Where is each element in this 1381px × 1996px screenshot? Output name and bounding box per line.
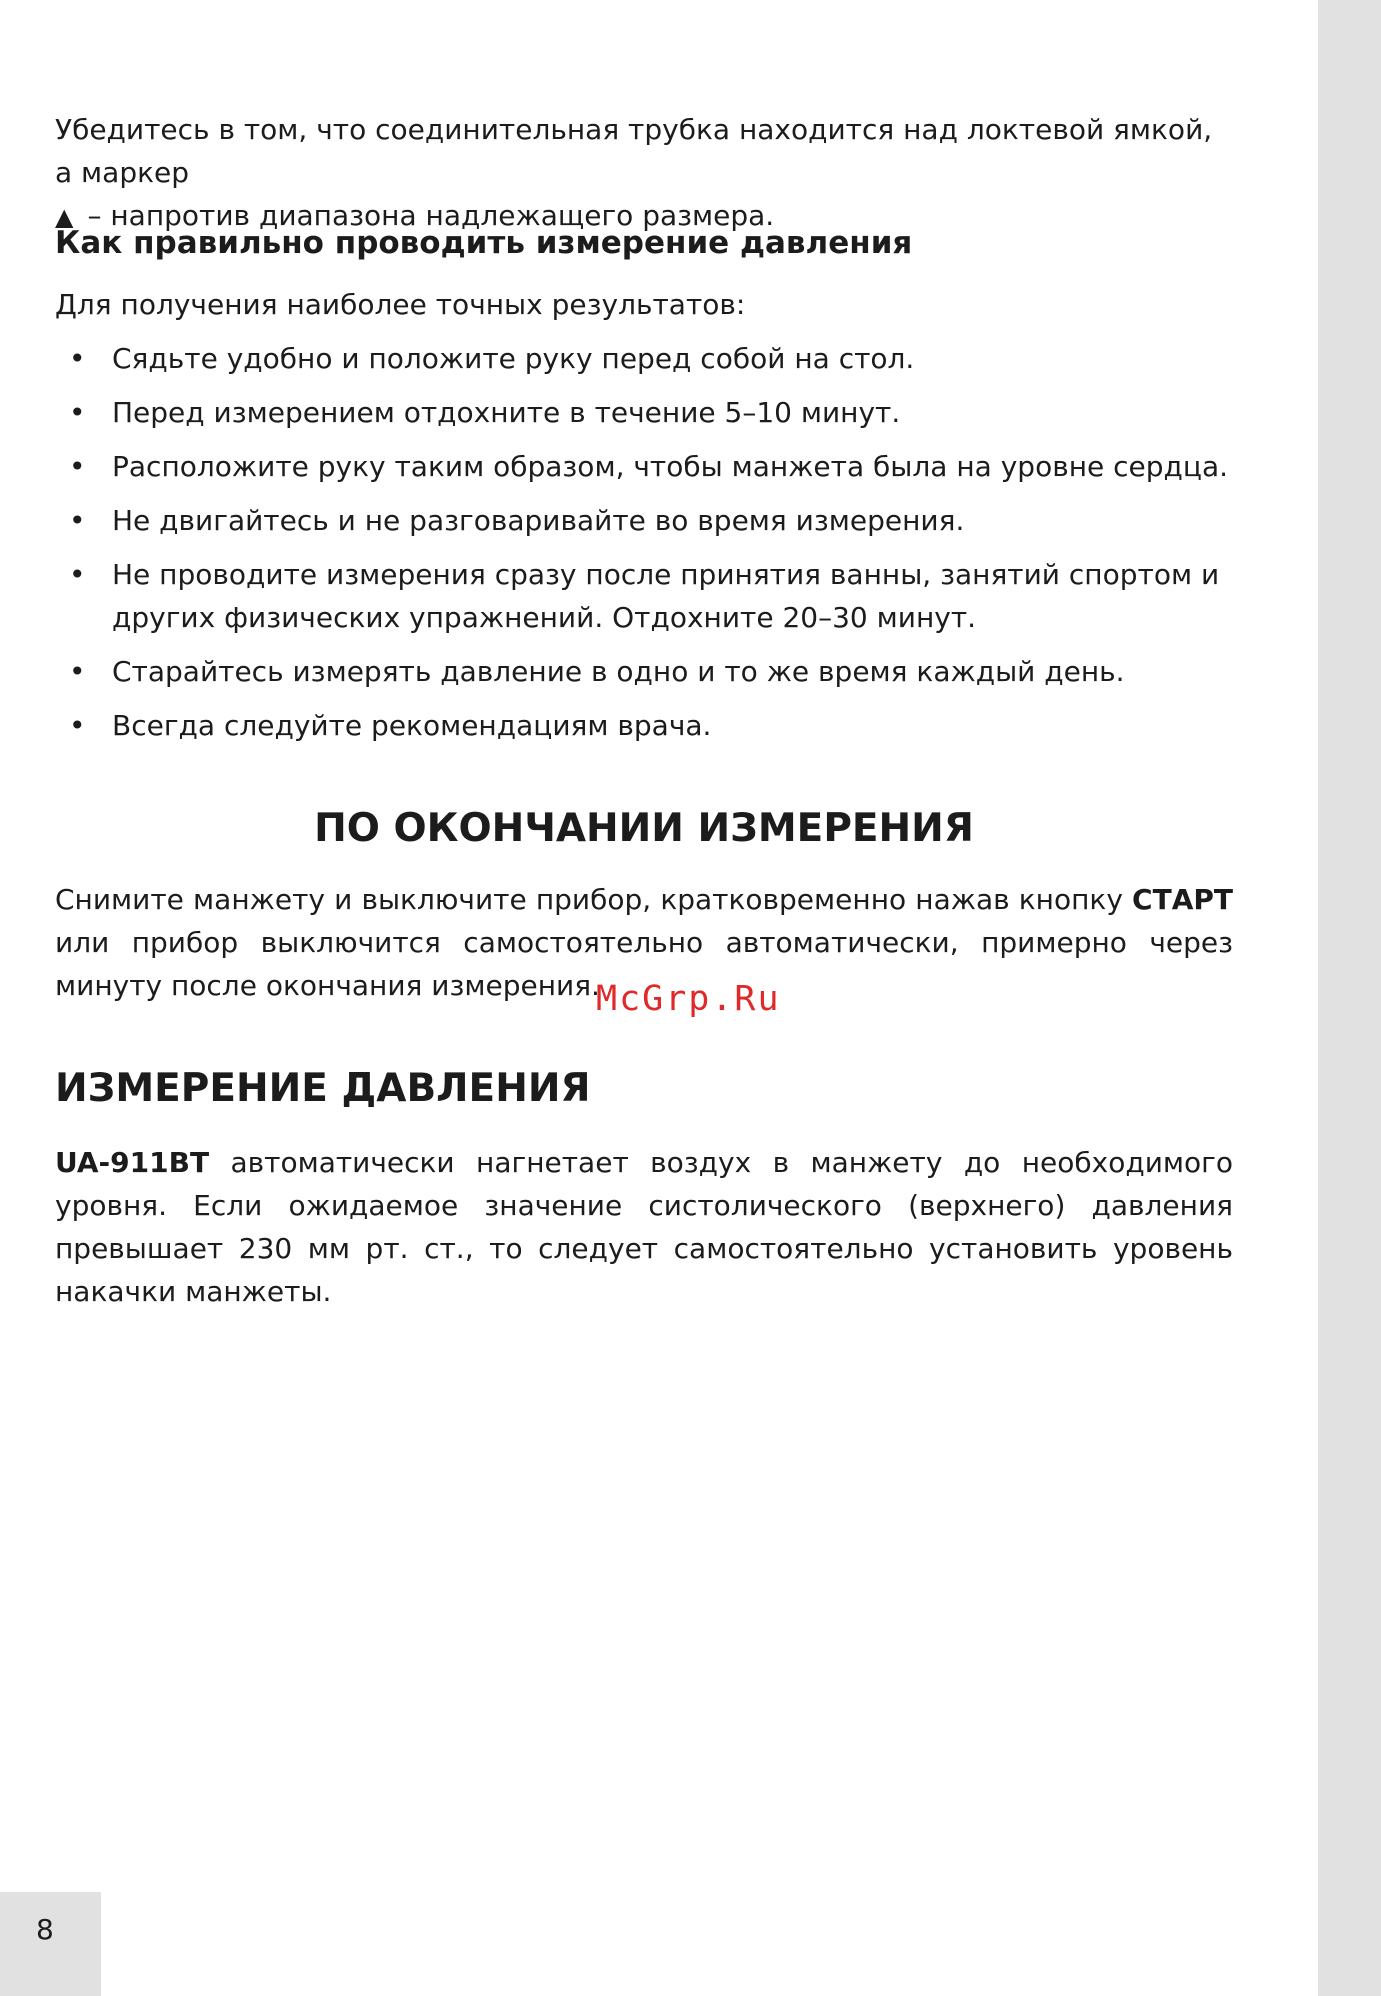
after-measure-heading: ПО ОКОНЧАНИИ ИЗМЕРЕНИЯ [314,806,974,851]
list-item [55,553,1233,639]
intro-paragraph [55,108,1233,239]
list-item-text: Не двигайтесь и не разговаривайте во время измерения. [112,504,965,537]
list-item-text: Старайтесь измерять давление в одно и то же время каждый день. [112,655,1125,688]
bullet-icon: • [69,558,86,591]
intro-text: Убедитесь в том, что соединительная трубка находится над локтевой ямкой, а маркер [55,113,1213,189]
start-button-name: СТАРТ [1132,883,1233,916]
bullet-icon: • [69,504,86,537]
page-number: 8 [36,1913,54,1946]
list-item [55,650,1233,693]
model-name: UA-911BT [55,1146,210,1179]
list-item-text: Не проводите измерения сразу после принятия ванны, занятий спортом и других физических упражнений. Отдохните 20–30 минут. [112,558,1220,634]
bullet-icon: • [69,342,86,375]
measuring-heading: ИЗМЕРЕНИЕ ДАВЛЕНИЯ [55,1066,591,1111]
subheading: Как правильно проводить измерение давления [55,225,913,261]
list-item [55,704,1233,747]
recommendations-list [55,337,1233,758]
list-item-text: Перед измерением отдохните в течение 5–10 минут. [112,396,901,429]
list-item [55,337,1233,380]
list-item-text: Расположите руку таким образом, чтобы манжета была на уровне сердца. [112,450,1229,483]
measuring-text: автоматически нагнетает воздух в манжету до необходимого уровня. Если ожидаемое значение систолического (верхнего) давления превышает 230 мм рт. ст., то следует самостоятельно установить уровень накачки манжеты. [55,1146,1233,1308]
bullet-icon: • [69,655,86,688]
intro-text-cont: – напротив диапазона надлежащего размера. [87,199,775,232]
bullet-icon: • [69,396,86,429]
after-measure-text: Снимите манжету и выключите прибор, кратковременно нажав кнопку [55,883,1123,916]
watermark: McGrp.Ru [596,979,781,1019]
up-triangle-icon: ▲ [55,203,74,231]
after-measure-text-cont: или прибор выключится самостоятельно автоматически, примерно через минуту после окончания измерения. [55,926,1233,1002]
lead-text: Для получения наиболее точных результатов: [55,288,746,321]
measuring-paragraph [55,1141,1233,1313]
list-item [55,499,1233,542]
bullet-icon: • [69,709,86,742]
side-strip [1318,0,1381,1996]
list-item [55,391,1233,434]
bullet-icon: • [69,450,86,483]
list-item-text: Сядьте удобно и положите руку перед собой на стол. [112,342,915,375]
list-item [55,445,1233,488]
list-item-text: Всегда следуйте рекомендациям врача. [112,709,712,742]
